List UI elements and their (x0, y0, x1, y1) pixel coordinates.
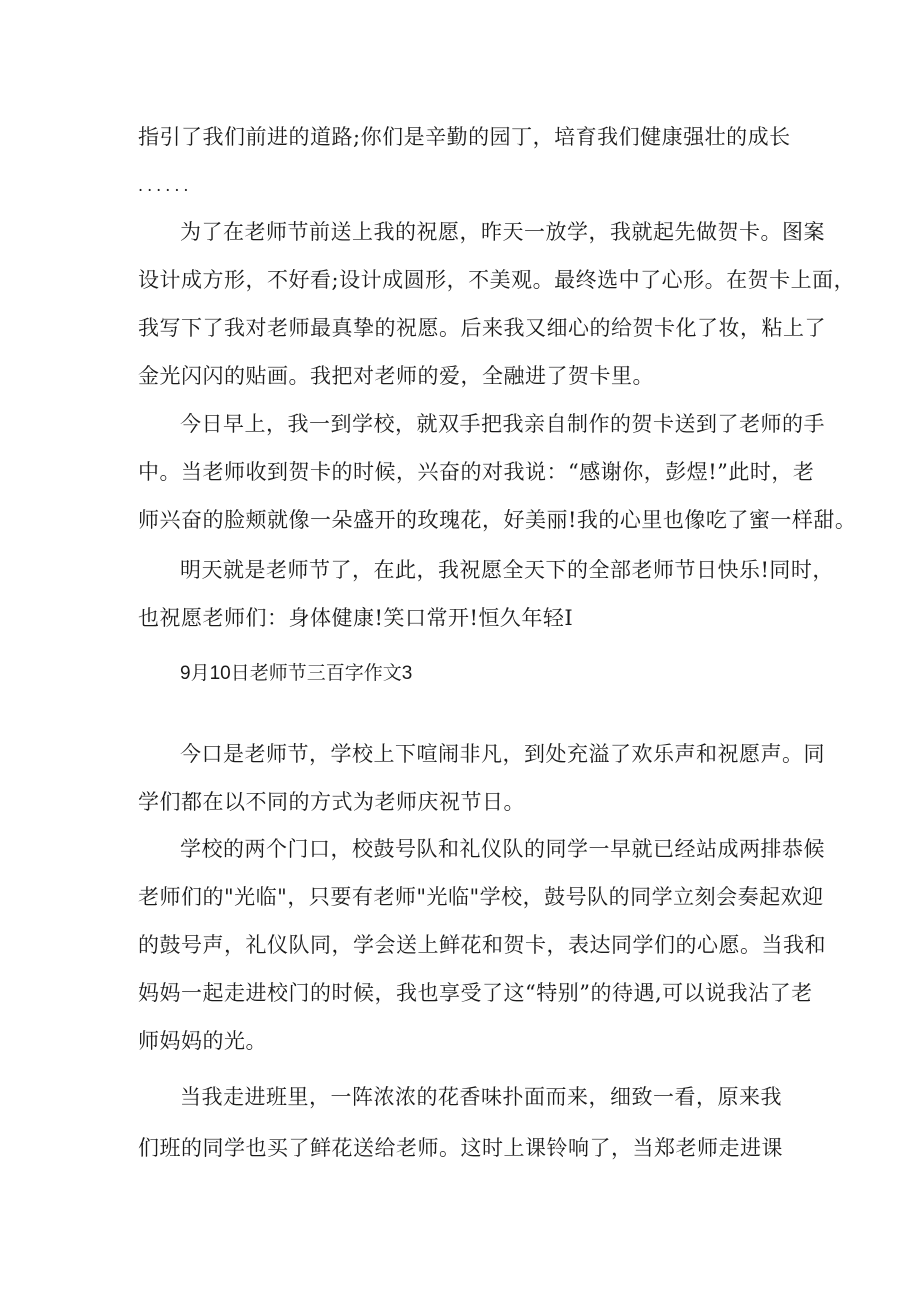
section-heading: 9月10日老师节三百字作文3 (180, 663, 413, 684)
paragraph-line: 的鼓号声，礼仪队同，学会送上鲜花和贺卡，表达同学们的心愿。当我和 (138, 933, 826, 957)
paragraph-line: 今口是老师节，学校上下喧闹非凡，到处充溢了欢乐声和祝愿声。同 (180, 742, 825, 766)
paragraph-line: 今日早上，我一到学校，就双手把我亲自制作的贺卡送到了老师的手 (180, 412, 825, 436)
paragraph-line: 中。当老师收到贺卡的时候，兴奋的对我说：“感谢你，彭煜!”此时，老 (138, 460, 815, 484)
paragraph-line: 指引了我们前进的道路;你们是辛勤的园丁，培育我们健康强壮的成长 (138, 125, 791, 149)
paragraph-line: 老师们的"光临"，只要有老师"光临"学校，鼓号队的同学立刻会奏起欢迎 (138, 885, 824, 909)
paragraph-line: 学校的两个门口，校鼓号队和礼仪队的同学一早就已经站成两排恭候 (180, 837, 825, 861)
paragraph-line: 设计成方形，不好看;设计成圆形，不美观。最终选中了心形。在贺卡上面， (138, 268, 856, 292)
paragraph-line: 师妈妈的光。 (138, 1029, 267, 1053)
paragraph-line: 为了在老师节前送上我的祝愿，昨天一放学，我就起先做贺卡。图案 (180, 220, 825, 244)
paragraph-line: 也祝愿老师们：身体健康!笑口常开!恒久年轻I (138, 606, 574, 630)
paragraph-line: 们班的同学也买了鲜花送给老师。这时上课铃响了，当郑老师走进课 (138, 1136, 783, 1160)
paragraph-line: 师兴奋的脸颊就像一朵盛开的玫瑰花，好美丽!我的心里也像吃了蜜一样甜。 (138, 508, 857, 532)
paragraph-line: 学们都在以不同的方式为老师庆祝节日。 (138, 790, 525, 814)
paragraph-line: 明天就是老师节了，在此，我祝愿全天下的全部老师节日快乐!同时， (180, 558, 834, 582)
paragraph-line: 当我走进班里，一阵浓浓的花香味扑面而来，细致一看，原来我 (180, 1085, 782, 1109)
paragraph-line: 金光闪闪的贴画。我把对老师的爱，全融进了贺卡里。 (138, 364, 654, 388)
paragraph-line: 我写下了我对老师最真挚的祝愿。后来我又细心的给贺卡化了妆，粘上了 (138, 316, 826, 340)
paragraph-line: 妈妈一起走进校门的时候，我也享受了这“特别”的待遇,可以说我沾了老 (138, 981, 813, 1005)
ellipsis-line: ...... (138, 176, 193, 195)
